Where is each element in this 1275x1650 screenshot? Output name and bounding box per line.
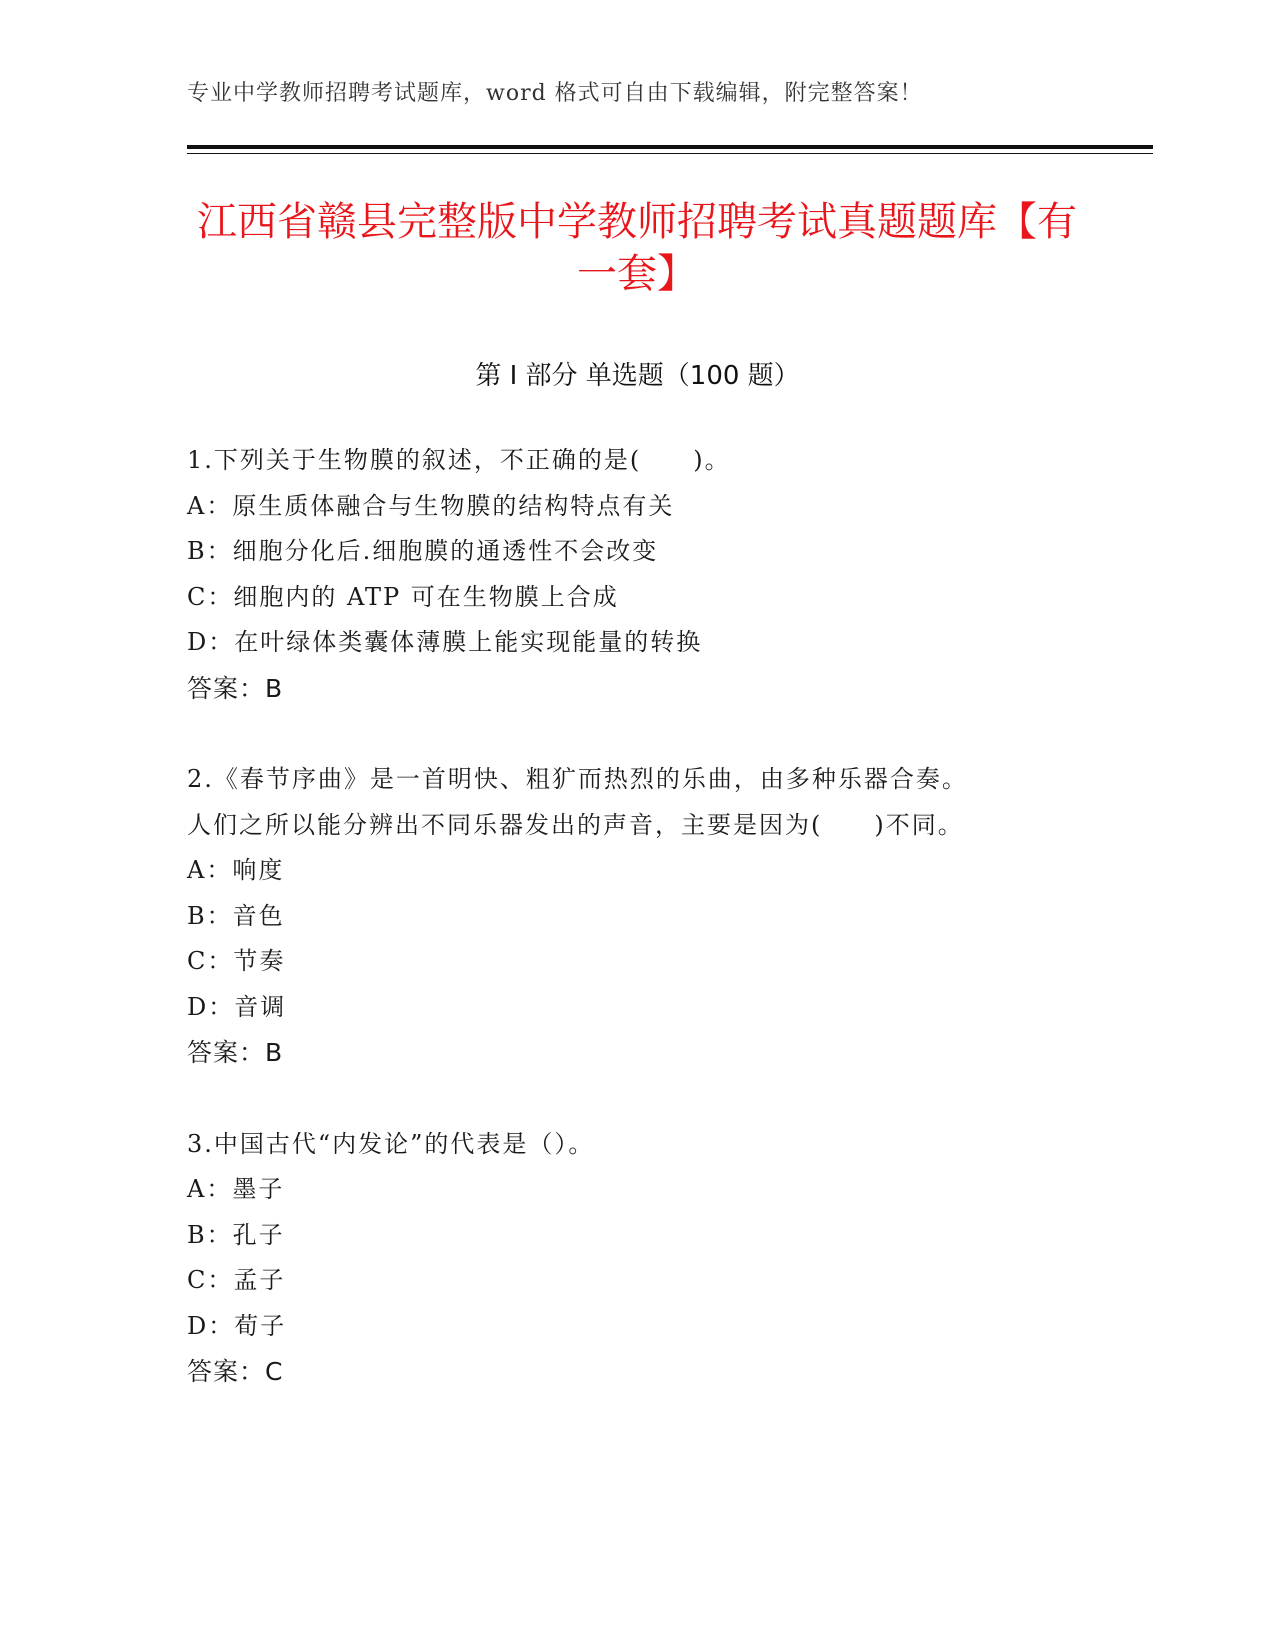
option-c: C：节奏 [187,947,286,975]
question-1 [187,438,1087,711]
header-rule-thick [187,145,1153,149]
option-b: B：细胞分化后.细胞膜的通透性不会改变 [187,537,659,565]
header-rule-thin [187,153,1153,154]
question-2 [187,757,1087,1076]
option-b: B：音色 [187,901,285,930]
option-a: A：原生质体融合与生物膜的结构特点有关 [187,491,675,520]
option-a: A：墨子 [187,1175,285,1203]
option-c: C：孟子 [187,1266,286,1294]
option-d: D：在叶绿体类囊体薄膜上能实现能量的转换 [187,628,703,656]
answer-line: 答案：B [187,1038,284,1067]
answer-line: 答案：C [187,1357,284,1386]
answer-line: 答案：B [187,673,284,703]
option-b: B：孔子 [187,1220,285,1249]
option-d: D：荀子 [187,1311,287,1340]
option-c: C：细胞内的 ATP 可在生物膜上合成 [187,582,619,611]
header-note: 专业中学教师招聘考试题库，word 格式可自由下载编辑，附完整答案！ [187,81,923,106]
question-stem: 1.下列关于生物膜的叙述，不正确的是( )。 [187,446,731,474]
section-heading: 第 I 部分 单选题（100 题） [475,361,800,391]
option-d: D：音调 [187,992,287,1021]
document-title: 江西省赣县完整版中学教师招聘考试真题题库【有一套】 [197,199,1077,297]
question-stem: 2.《春节序曲》是一首明快、粗犷而热烈的乐曲，由多种乐器合奏。 [187,765,968,793]
question-list [187,438,1087,1441]
question-stem: 3.中国古代“内发论”的代表是（）。 [187,1129,595,1158]
option-a: A：响度 [187,856,285,884]
question-stem-continued: 人们之所以能分辨出不同乐器发出的声音，主要是因为( )不同。 [187,810,964,839]
question-3 [187,1122,1087,1395]
